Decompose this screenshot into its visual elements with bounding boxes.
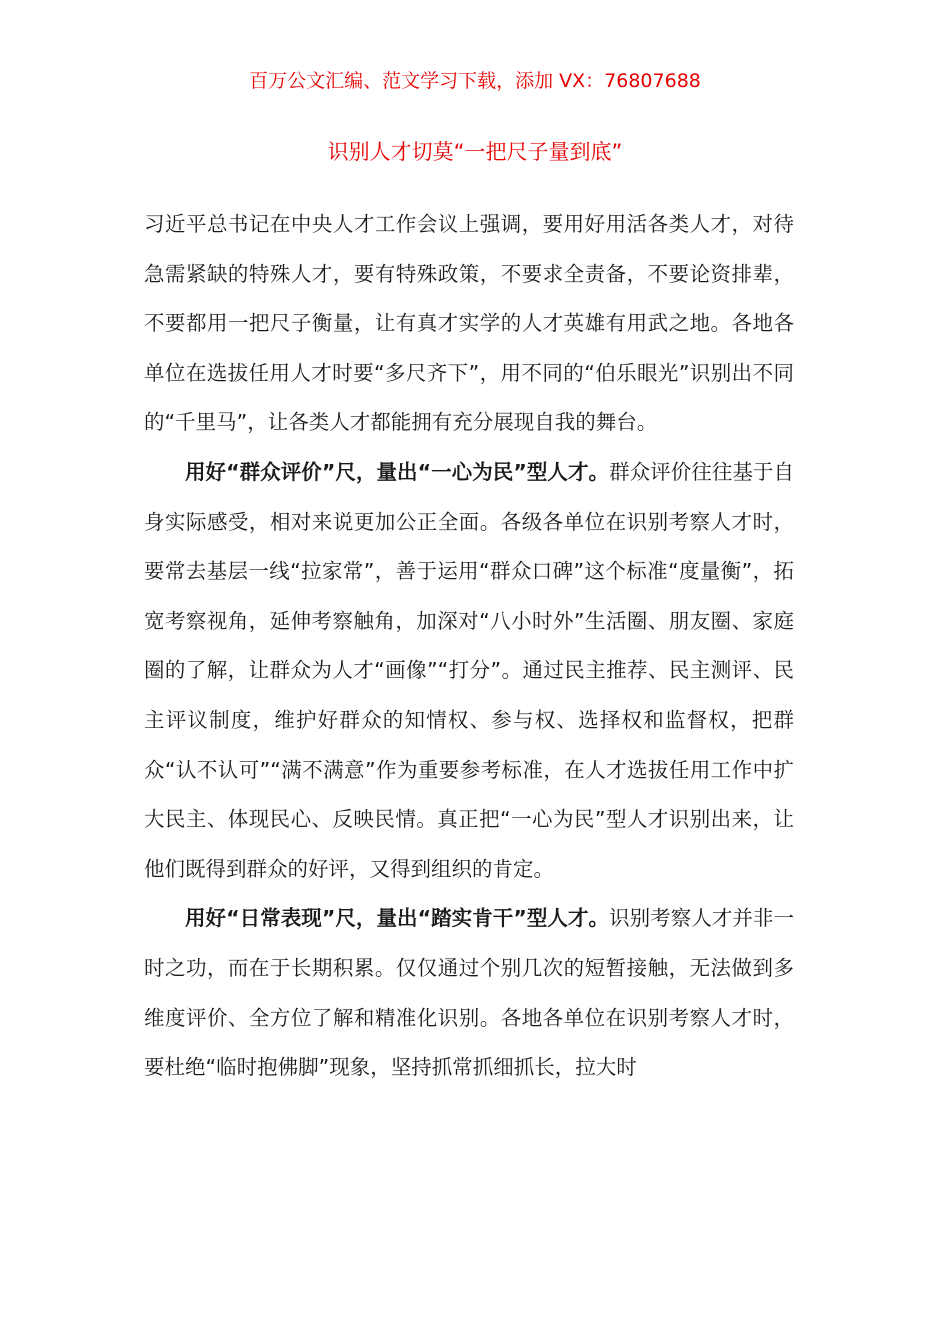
- paragraph-text: 识别考察人才并非一时之功，而在于长期积累。仅仅通过个别几次的短暂接触，无法做到多维度评价、全方位了解和精准化识别。各地各单位在识别考察人才时，要杜绝“临时抱佛脚”现象，坚持抓常抓细抓长，拉大时: [144, 906, 794, 1080]
- paragraph-lead-heading: 用好“群众评价”尺，量出“一心为民”型人才。: [185, 459, 610, 484]
- header-notice: 百万公文汇编、范文学习下载，添加 VX：76807688: [249, 70, 701, 92]
- paragraph-text: 群众评价往往基于自身实际感受，相对来说更加公正全面。各级各单位在识别考察人才时，要常去基层一线“拉家常”，善于运用“群众口碑”这个标准“度量衡”，拓宽考察视角，延伸考察触角，加深对“八小时外”生活圈、朋友圈、家庭圈的了解，让群众为人才“画像”“打分”。通过民主推荐、民主测评、民主评议制度，维护好群众的知情权、参与权、选择权和监督权，把群众“认不认可”“满不满意”作为重要参考标准，在人才选拔任用工作中扩大民主、体现民心、反映民情。真正把“一心为民”型人才识别出来，让他们既得到群众的好评，又得到组织的肯定。: [144, 459, 794, 881]
- paragraph-mass-evaluation: [144, 448, 794, 894]
- document-title: 识别人才切莫“一把尺子量到底”: [327, 140, 623, 164]
- paragraph-intro: [144, 200, 794, 448]
- paragraph-daily-performance: [144, 894, 794, 1092]
- document-body: [144, 200, 794, 1093]
- paragraph-lead-heading: 用好“日常表现”尺，量出“踏实肯干”型人才。: [185, 906, 610, 931]
- paragraph-text: 习近平总书记在中央人才工作会议上强调，要用好用活各类人才，对待急需紧缺的特殊人才，要有特殊政策，不要求全责备，不要论资排辈，不要都用一把尺子衡量，让有真才实学的人才英雄有用武之地。各地各单位在选拔任用人才时要“多尺齐下”，用不同的“伯乐眼光”识别出不同的“千里马”，让各类人才都能拥有充分展现自我的舞台。: [144, 212, 794, 435]
